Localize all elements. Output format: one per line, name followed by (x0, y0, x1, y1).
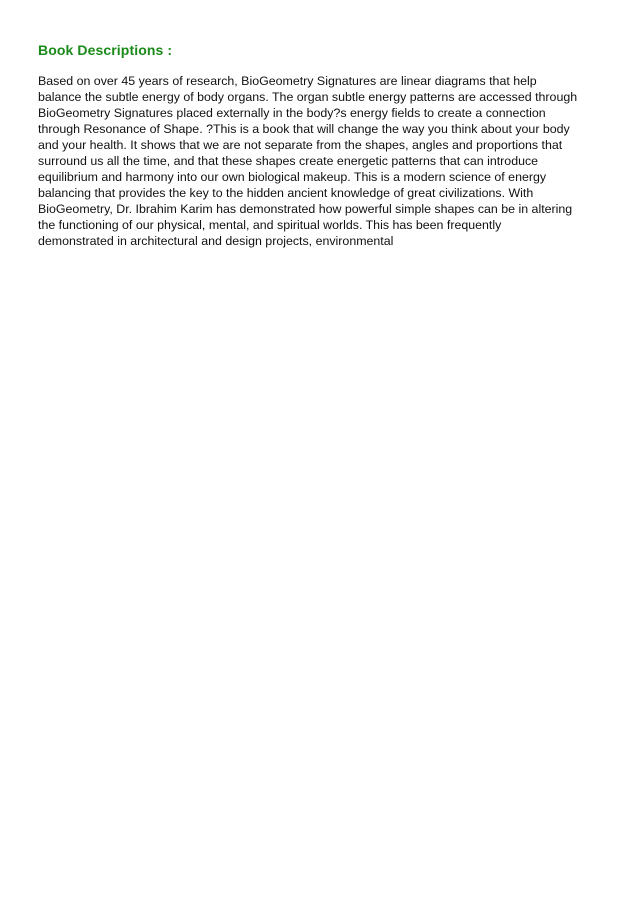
paragraph-line: BioGeometry, Dr. Ibrahim Karim has demonstrated how powerful simple shapes can be in altering (38, 202, 573, 217)
paragraph-line: and your health. It shows that we are not separate from the shapes, angles and proportions that (38, 138, 563, 153)
paragraph-line: equilibrium and harmony into our own biological makeup. This is a modern science of energy (38, 170, 547, 185)
paragraph-line: balancing that provides the key to the hidden ancient knowledge of great civilizations. With (38, 186, 534, 201)
paragraph-line: BioGeometry Signatures placed externally in the body?s energy fields to create a connection (38, 106, 546, 121)
paragraph-line: demonstrated in architectural and design projects, environmental (38, 234, 394, 249)
paragraph-line: the functioning of our physical, mental, and spiritual worlds. This has been frequently (38, 218, 502, 233)
paragraph-line: balance the subtle energy of body organs. The organ subtle energy patterns are accessed through (38, 90, 578, 105)
paragraph-line: through Resonance of Shape. ?This is a book that will change the way you think about your body (38, 122, 570, 137)
section-heading: Book Descriptions : (38, 42, 173, 58)
description-paragraph (38, 73, 604, 250)
paragraph-line: surround us all the time, and that these shapes create energetic patterns that can introduce (38, 154, 539, 169)
paragraph-line: Based on over 45 years of research, BioGeometry Signatures are linear diagrams that help (38, 74, 537, 88)
